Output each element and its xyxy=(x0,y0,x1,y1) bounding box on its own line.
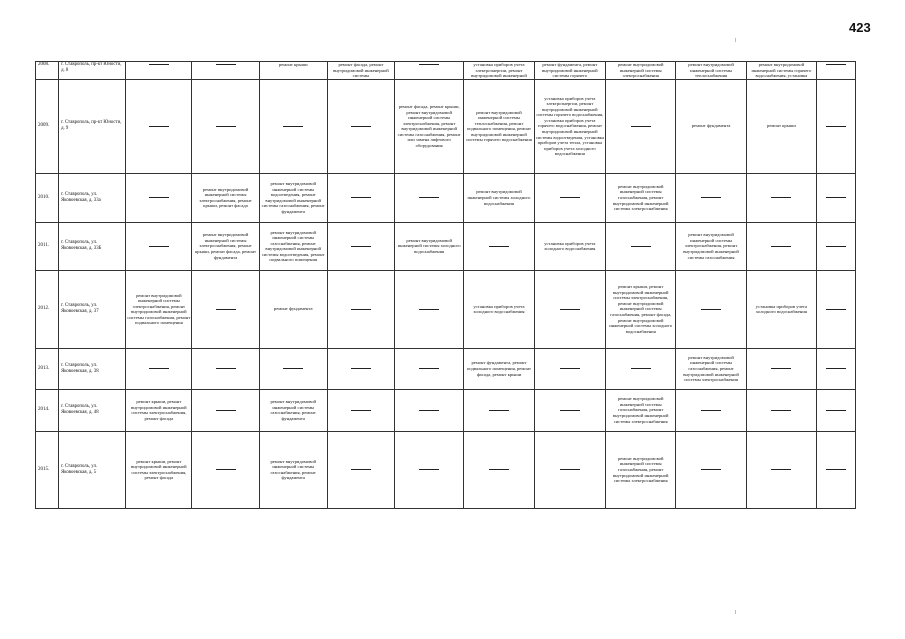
work-cell: ремонт фасада, ремонт внутридомовой инженерной системы xyxy=(327,62,394,80)
dash-mark xyxy=(826,197,846,198)
empty-cell-dash xyxy=(817,79,856,173)
empty-cell-dash xyxy=(746,173,816,222)
dash-mark xyxy=(489,469,509,470)
dash-mark xyxy=(283,126,303,127)
work-cell: ремонт внутридомовой инженерной системы газоснабжения, ремонт внутридомовой инженерной системы водоотведения, ремонт подвального помещения xyxy=(259,222,327,270)
dash-mark xyxy=(216,126,236,127)
dash-mark xyxy=(351,197,371,198)
row-address: г. Ставрополь, ул. Яковоевская, д. 37 xyxy=(59,270,126,348)
table-row xyxy=(36,389,856,431)
dash-mark xyxy=(351,309,371,310)
scan-mark xyxy=(735,610,736,614)
work-cell: ремонт внутридомовой инженерной системы холодного водоснабжения xyxy=(395,222,464,270)
dash-mark xyxy=(216,469,236,470)
dash-mark xyxy=(560,410,580,411)
empty-cell-dash xyxy=(327,222,394,270)
empty-cell-dash xyxy=(327,389,394,431)
dash-mark xyxy=(149,126,169,127)
dash-mark xyxy=(419,309,439,310)
page-number: 423 xyxy=(849,20,871,35)
row-number: 2009. xyxy=(36,79,59,173)
row-number: 2010. xyxy=(36,173,59,222)
empty-cell-dash xyxy=(746,222,816,270)
work-cell: ремонт внутридомовой инженерной системы холодного водоснабжения xyxy=(464,173,534,222)
empty-cell-dash xyxy=(259,348,327,389)
dash-mark xyxy=(826,368,846,369)
dash-mark xyxy=(419,197,439,198)
table-row xyxy=(36,270,856,348)
empty-cell-dash xyxy=(192,62,259,80)
table-row xyxy=(36,79,856,173)
empty-cell-dash xyxy=(395,431,464,508)
dash-mark xyxy=(419,469,439,470)
work-cell: ремонт внутридомовой инженерной системы водоотведения, ремонт внутридомовой инженерной системы газоснабжения, ремонт фундамента xyxy=(259,173,327,222)
work-cell: ремонт внутридомовой инженерной системы теплоснабжения xyxy=(676,62,746,80)
dash-mark xyxy=(826,126,846,127)
work-cell: ремонт фундамента, ремонт внутридомовой инженерной системы горячего xyxy=(534,62,605,80)
table-row xyxy=(36,222,856,270)
empty-cell-dash xyxy=(395,270,464,348)
dash-mark xyxy=(771,410,791,411)
dash-mark xyxy=(631,368,651,369)
empty-cell-dash xyxy=(192,348,259,389)
work-cell: ремонт внутридомовой инженерной системы газоснабжения, ремонт внутридомовой инженерной системы электроснабжения xyxy=(606,173,676,222)
dash-mark xyxy=(771,246,791,247)
dash-mark xyxy=(631,126,651,127)
work-cell: ремонт фундамента xyxy=(259,270,327,348)
work-cell: ремонт внутридомовой инженерной системы газоснабжения, ремонт внутридомовой инженерной системы электроснабжения xyxy=(606,389,676,431)
table-row xyxy=(36,431,856,508)
empty-cell-dash xyxy=(395,389,464,431)
row-address: г. Ставрополь, ул. Яковоевская, д. 33а xyxy=(59,173,126,222)
dash-mark xyxy=(560,469,580,470)
empty-cell-dash xyxy=(126,348,192,389)
work-cell: ремонт внутридомовой инженерной системы горячего водоснабжения, установка xyxy=(746,62,816,80)
empty-cell-dash xyxy=(746,431,816,508)
empty-cell-dash xyxy=(192,79,259,173)
empty-cell-dash xyxy=(746,389,816,431)
dash-mark xyxy=(826,309,846,310)
work-cell: установка приборов учета холодного водоснабжения xyxy=(534,222,605,270)
empty-cell-dash xyxy=(327,79,394,173)
dash-mark xyxy=(701,197,721,198)
work-cell: ремонт внутридомовой инженерной системы газоснабжения, ремонт фундамента xyxy=(259,431,327,508)
empty-cell-dash xyxy=(534,173,605,222)
empty-cell-dash xyxy=(126,222,192,270)
empty-cell-dash xyxy=(817,222,856,270)
row-number: 2015. xyxy=(36,431,59,508)
row-number: 2013. xyxy=(36,348,59,389)
row-address: г. Ставрополь, пр-кт Юности, д. 9 xyxy=(59,79,126,173)
dash-mark xyxy=(631,246,651,247)
empty-cell-dash xyxy=(746,348,816,389)
work-cell: установка приборов учета холодного водоснабжения xyxy=(464,270,534,348)
empty-cell-dash xyxy=(126,62,192,80)
empty-cell-dash xyxy=(817,62,856,80)
empty-cell-dash xyxy=(464,431,534,508)
work-cell: ремонт внутридомовой инженерной системы газоснабжения, ремонт фундамента xyxy=(259,389,327,431)
dash-mark xyxy=(701,410,721,411)
work-cell: ремонт внутридомовой инженерной системы электроснабжения, ремонт крыши, ремонт фасада xyxy=(192,173,259,222)
work-cell: ремонт внутридомовой инженерной системы электроснабжения, ремонт внутридомовой инженерной системы газоснабжения, ремонт подвального помещения xyxy=(126,270,192,348)
dash-mark xyxy=(283,368,303,369)
dash-mark xyxy=(149,64,169,65)
work-cell: ремонт внутридомовой инженерной системы теплоснабжения, ремонт подвального помещения, ремонт внутридомовой инженерной системы горячего водоснабжения xyxy=(464,79,534,173)
dash-mark xyxy=(351,410,371,411)
work-cell: ремонт внутридомовой инженерной системы электроснабжения xyxy=(606,62,676,80)
empty-cell-dash xyxy=(817,431,856,508)
empty-cell-dash xyxy=(534,348,605,389)
scan-mark xyxy=(735,38,736,42)
work-cell: ремонт крыши, ремонт внутридомовой инженерной системы электроснабжения, ремонт фасада xyxy=(126,389,192,431)
empty-cell-dash xyxy=(817,348,856,389)
work-cell: ремонт крыши xyxy=(746,79,816,173)
row-number: 2012. xyxy=(36,270,59,348)
empty-cell-dash xyxy=(606,348,676,389)
dash-mark xyxy=(560,197,580,198)
work-cell: ремонт внутридомовой инженерной системы электроснабжения, ремонт крыши, ремонт фасада, ремонт фундамента xyxy=(192,222,259,270)
empty-cell-dash xyxy=(606,222,676,270)
empty-cell-dash xyxy=(327,431,394,508)
work-cell: ремонт фундамента xyxy=(676,79,746,173)
dash-mark xyxy=(149,246,169,247)
empty-cell-dash xyxy=(192,270,259,348)
empty-cell-dash xyxy=(676,431,746,508)
dash-mark xyxy=(419,368,439,369)
table-row xyxy=(36,173,856,222)
empty-cell-dash xyxy=(192,389,259,431)
empty-cell-dash xyxy=(676,389,746,431)
dash-mark xyxy=(216,368,236,369)
dash-mark xyxy=(216,64,236,65)
dash-mark xyxy=(351,469,371,470)
work-cell: ремонт внутридомовой инженерной системы газоснабжения, ремонт внутридомовой инженерной системы электроснабжения xyxy=(606,431,676,508)
empty-cell-dash xyxy=(464,222,534,270)
dash-mark xyxy=(826,469,846,470)
dash-mark xyxy=(489,246,509,247)
empty-cell-dash xyxy=(606,79,676,173)
row-address: г. Ставрополь, ул. Яковоевская, д. 33Б xyxy=(59,222,126,270)
empty-cell-dash xyxy=(395,348,464,389)
dash-mark xyxy=(419,64,439,65)
work-cell: ремонт крыши, ремонт внутридомовой инженерной системы электроснабжения, ремонт фасада xyxy=(126,431,192,508)
table-row xyxy=(36,62,856,80)
work-cell: установка приборов учета холодного водоснабжения xyxy=(746,270,816,348)
row-address: г. Ставрополь, ул. Яковоевская, д. 38 xyxy=(59,348,126,389)
row-address: г. Ставрополь, ул. Яковоевская, д. 5 xyxy=(59,431,126,508)
empty-cell-dash xyxy=(395,62,464,80)
dash-mark xyxy=(826,246,846,247)
work-cell: ремонт внутридомовой инженерной системы газоснабжения, ремонт внутридомовой инженерной системы электроснабжения xyxy=(676,348,746,389)
empty-cell-dash xyxy=(126,173,192,222)
dash-mark xyxy=(771,368,791,369)
dash-mark xyxy=(351,246,371,247)
row-address: г. Ставрополь, ул. Яковоевская, д. 48 xyxy=(59,389,126,431)
row-address: г. Ставрополь, пр-кт Юности, д. 8 xyxy=(59,62,126,80)
repair-schedule-table xyxy=(35,61,856,509)
row-number: 2008. xyxy=(36,62,59,80)
work-cell: ремонт внутридомовой инженерной системы электроснабжения, ремонт внутридомовой инженерной системы газоснабжения xyxy=(676,222,746,270)
dash-mark xyxy=(419,410,439,411)
dash-mark xyxy=(826,410,846,411)
empty-cell-dash xyxy=(817,389,856,431)
dash-mark xyxy=(826,64,846,65)
work-cell: ремонт крыши xyxy=(259,62,327,80)
row-number: 2011. xyxy=(36,222,59,270)
empty-cell-dash xyxy=(534,431,605,508)
empty-cell-dash xyxy=(676,173,746,222)
empty-cell-dash xyxy=(676,270,746,348)
table-row xyxy=(36,348,856,389)
dash-mark xyxy=(701,309,721,310)
work-cell: ремонт фундамента, ремонт подвального помещения, ремонт фасада, ремонт крыши xyxy=(464,348,534,389)
dash-mark xyxy=(216,309,236,310)
work-cell: ремонт фасада, ремонт крыши, ремонт внутридомовой инженерной системы электроснабжения, ремонт внутридомовой инженерной системы газоснабжения, ремонт или замена лифтового оборудования xyxy=(395,79,464,173)
empty-cell-dash xyxy=(817,270,856,348)
row-number: 2014. xyxy=(36,389,59,431)
work-cell: ремонт крыши, ремонт внутридомовой инженерной системы электроснабжения, ремонт внутридомовой инженерной системы газоснабжения, ремонт фасада, ремонт внутридомовой инженерной системы холодного водоснабжения xyxy=(606,270,676,348)
empty-cell-dash xyxy=(395,173,464,222)
dash-mark xyxy=(149,197,169,198)
dash-mark xyxy=(560,309,580,310)
dash-mark xyxy=(489,410,509,411)
empty-cell-dash xyxy=(259,79,327,173)
empty-cell-dash xyxy=(464,389,534,431)
work-cell: установка приборов учета электроэнергии, ремонт внутридомовой инженерной системы горячего водоснабжения, установка приборов учета горячего водоснабжения, ремонт внутридомовой инженерной системы водоотведения, установка приборов учета тепла, установка приборов учета холодного водоснабжения xyxy=(534,79,605,173)
empty-cell-dash xyxy=(327,173,394,222)
dash-mark xyxy=(149,368,169,369)
empty-cell-dash xyxy=(534,389,605,431)
empty-cell-dash xyxy=(192,431,259,508)
empty-cell-dash xyxy=(327,270,394,348)
dash-mark xyxy=(701,469,721,470)
empty-cell-dash xyxy=(534,270,605,348)
dash-mark xyxy=(771,197,791,198)
dash-mark xyxy=(351,126,371,127)
dash-mark xyxy=(771,469,791,470)
empty-cell-dash xyxy=(327,348,394,389)
dash-mark xyxy=(216,410,236,411)
dash-mark xyxy=(351,368,371,369)
work-cell: установка приборов учета электроэнергии, ремонт внутридомовой инженерной xyxy=(464,62,534,80)
empty-cell-dash xyxy=(126,79,192,173)
empty-cell-dash xyxy=(817,173,856,222)
dash-mark xyxy=(560,368,580,369)
